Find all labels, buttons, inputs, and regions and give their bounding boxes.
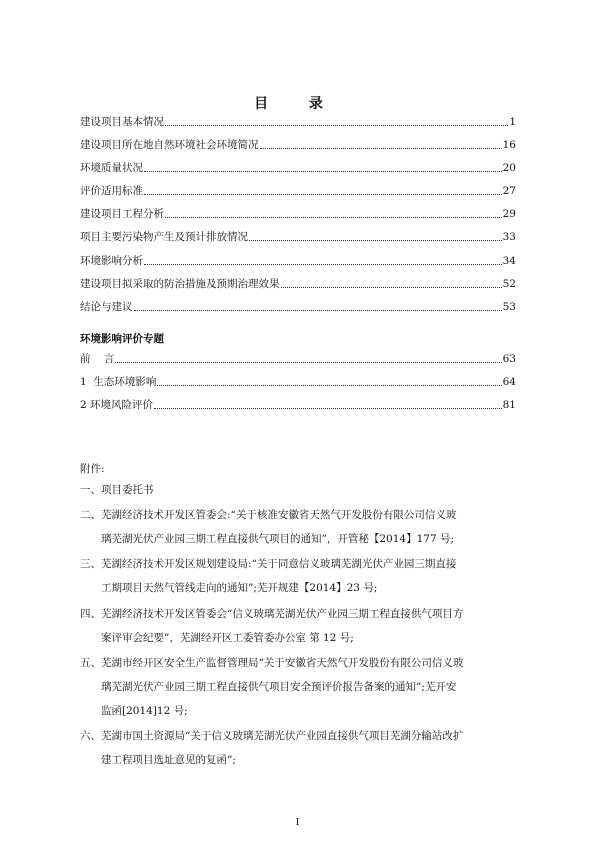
attachment-item xyxy=(80,478,516,502)
attachment-line: 一、项目委托书 xyxy=(80,484,154,496)
leader-dots xyxy=(260,147,502,149)
toc-entry-page: 34 xyxy=(502,255,516,267)
toc-entry-page: 53 xyxy=(502,301,516,313)
attachment-line: 监函[2014]12 号; xyxy=(101,705,188,717)
toc-entry-page: 52 xyxy=(502,278,516,290)
toc-entry-label: 结论与建议 xyxy=(80,301,133,313)
leader-dots xyxy=(115,361,501,363)
toc-entry-page: 1 xyxy=(509,116,516,128)
toc-entry-page: 64 xyxy=(502,376,516,388)
toc-entry-page: 29 xyxy=(502,208,516,220)
toc-entry[interactable] xyxy=(80,298,516,314)
attachment-item xyxy=(80,503,516,551)
toc-entry-label: 建设项目所在地自然环境社会环境简况 xyxy=(80,139,259,151)
toc-entry-label: 评价适用标准 xyxy=(80,185,143,197)
leader-dots xyxy=(249,239,502,241)
leader-dots xyxy=(144,170,502,172)
attachment-line: 五、芜湖市经开区安全生产监督管理局“关于安徽省天然气开发股份有限公司信义玻 xyxy=(80,657,464,669)
page-number: I xyxy=(295,818,300,828)
attachment-line: 璃芜湖光伏产业园三期工程直接供气项目的通知”，开管秘【2014】177 号; xyxy=(101,533,455,545)
leader-dots xyxy=(165,124,508,126)
leader-dots xyxy=(144,193,502,195)
leader-dots xyxy=(165,216,502,218)
attachment-item xyxy=(80,552,516,600)
leader-dots xyxy=(157,384,501,386)
toc-entry-page: 81 xyxy=(502,399,516,411)
toc-entry-label: 环境影响分析 xyxy=(80,255,143,267)
attachment-item xyxy=(80,602,516,650)
attachment-line: 案评审会纪要”，芜湖经开区工委管委办公室 第 12 号; xyxy=(101,632,354,644)
leader-dots xyxy=(144,263,502,265)
toc-entry-page: 33 xyxy=(502,231,516,243)
toc-entry[interactable] xyxy=(80,228,516,244)
toc-entry-label: 项目主要污染物产生及预计排放情况 xyxy=(80,231,248,243)
toc-entry-label: 2 环境风险评价 xyxy=(80,399,154,411)
attachment-item xyxy=(80,724,516,772)
toc-entry-label: 前 言 xyxy=(80,353,115,365)
attachment-line: 璃芜湖光伏产业园三期工程直接供气项目安全预评价报告备案的通知”;芜开安 xyxy=(101,681,457,693)
toc-entry[interactable] xyxy=(80,275,516,291)
attachment-line: 二、芜湖经济技术开发区管委会:“关于核准安徽省天然气开发股份有限公司信义玻 xyxy=(80,509,457,521)
attachment-line: 四、芜湖经济技术开发区管委会“信义玻璃芜湖光伏产业园三期工程直接供气项目方 xyxy=(80,608,464,620)
attachments-title: 附件: xyxy=(80,463,105,475)
leader-dots xyxy=(281,286,502,288)
toc-entry[interactable] xyxy=(80,113,516,129)
toc-entry[interactable] xyxy=(80,205,516,221)
toc-entry-label: 建设项目基本情况 xyxy=(80,116,164,128)
toc-entry-label: 建设项目工程分析 xyxy=(80,208,164,220)
toc-entry[interactable] xyxy=(80,159,516,175)
toc-entry[interactable] xyxy=(80,252,516,268)
special-section-heading: 环境影响评价专题 xyxy=(80,333,164,345)
attachment-line: 六、芜湖市国土资源局“关于信义玻璃芜湖光伏产业园直接供气项目芜湖分输站改扩 xyxy=(80,730,464,742)
attachment-line: 工期项目天然气管线走向的通知”;芜开规建【2014】23 号; xyxy=(101,582,378,594)
attachment-line: 建工程项目选址意见的复函”; xyxy=(101,754,236,766)
toc-entry-label: 环境质量状况 xyxy=(80,162,143,174)
toc-entry[interactable] xyxy=(80,373,516,389)
toc-entry[interactable] xyxy=(80,396,516,412)
toc-entry-page: 63 xyxy=(502,353,516,365)
leader-dots xyxy=(154,407,502,409)
attachment-line: 三、芜湖经济技术开发区规划建设局:“关于同意信义玻璃芜湖光伏产业园三期直接 xyxy=(80,558,457,570)
toc-entry-label: 1 生态环境影响 xyxy=(80,376,157,388)
attachment-item xyxy=(80,651,516,723)
toc-entry-page: 27 xyxy=(502,185,516,197)
leader-dots xyxy=(134,309,502,311)
toc-entry-page: 20 xyxy=(502,162,516,174)
toc-entry[interactable] xyxy=(80,182,516,198)
toc-entry-page: 16 xyxy=(502,139,516,151)
toc-entry[interactable] xyxy=(80,136,516,152)
toc-entry-label: 建设项目拟采取的防治措施及预期治理效果 xyxy=(80,278,280,290)
toc-entry[interactable] xyxy=(80,350,516,366)
page-title: 目 录 xyxy=(254,96,341,112)
